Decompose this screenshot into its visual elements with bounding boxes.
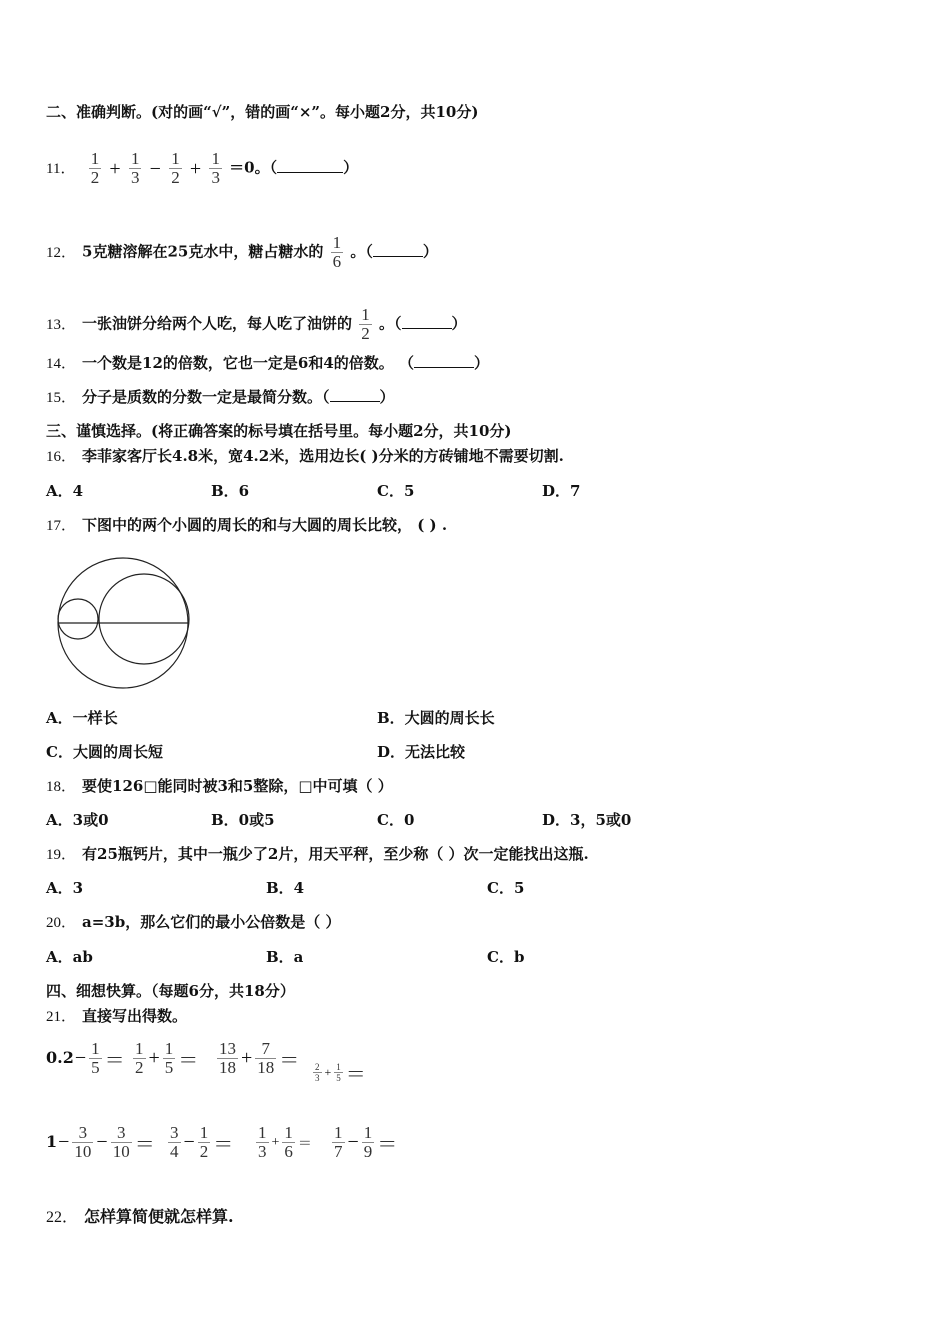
small-circle-right	[99, 574, 189, 664]
calc-expression: $\frac{2}{3}$ + $\frac{1}{5}$ ＝	[315, 1062, 366, 1086]
calc-expression: $\frac{13}{18}$ + $\frac{7}{18}$ ＝	[219, 1039, 300, 1077]
question-14	[46, 353, 489, 374]
question-number: 22．	[46, 1209, 79, 1226]
bracket-close: ）	[422, 242, 438, 261]
question-text: 下图中的两个小圆的周长的和与大圆的周长比较， ( ) .	[82, 516, 448, 534]
calc-expression: $\frac{1}{3}$ + $\frac{1}{6}$ ＝	[258, 1123, 312, 1161]
answer-blank[interactable]	[330, 389, 380, 402]
question-text: 一个数是12的倍数，它也一定是6和4的倍数。 （	[82, 354, 414, 372]
option-b[interactable]: B．a	[266, 948, 304, 966]
section-4-title: 四、细想快算。（每题6分，共18分）	[46, 982, 295, 1000]
section-2-title: 二、准确判断。(对的画“√”，错的画“×”。每小题2分，共10分)	[46, 103, 479, 121]
question-number: 18．	[46, 779, 77, 795]
question-number: 13．	[46, 316, 77, 333]
question-number: 14．	[46, 356, 77, 372]
question-20	[46, 912, 340, 933]
fraction: $\frac{1}{3}$	[130, 149, 140, 187]
option-c[interactable]: C．大圆的周长短	[46, 743, 163, 761]
option-b[interactable]: B．6	[211, 482, 250, 500]
calc-expression: $\frac{1}{7}$ − $\frac{1}{9}$ ＝	[334, 1123, 398, 1161]
answer-blank[interactable]	[402, 316, 452, 329]
small-circle-left	[58, 599, 98, 639]
question-number: 16．	[46, 449, 77, 465]
option-b[interactable]: B．0或5	[211, 811, 275, 829]
question-text: 直接写出得数。	[82, 1007, 188, 1025]
question-tail: 。（	[379, 314, 402, 333]
question-tail: 。（	[350, 242, 373, 261]
option-a[interactable]: A．一样长	[46, 709, 118, 727]
question-text: 要使126□能同时被3和5整除，□中可填（ ）	[82, 777, 393, 795]
question-number: 21．	[46, 1009, 77, 1025]
fraction: $\frac{1}{6}$	[332, 233, 342, 271]
operator: −	[149, 157, 161, 180]
fraction: $\frac{1}{2}$	[361, 305, 370, 343]
question-18	[46, 776, 393, 797]
option-d[interactable]: D．3，5或0	[542, 811, 632, 829]
bracket-close: ）	[343, 158, 359, 177]
option-a[interactable]: A．4	[46, 482, 84, 500]
question-number: 12．	[46, 244, 77, 261]
answer-blank[interactable]	[277, 160, 343, 173]
question-tail: ＝0。（	[229, 158, 278, 177]
option-c[interactable]: C．5	[487, 879, 525, 897]
option-d[interactable]: D．7	[542, 482, 581, 500]
answer-blank[interactable]	[414, 355, 474, 368]
option-a[interactable]: A．ab	[46, 948, 93, 966]
circles-figure	[54, 553, 194, 693]
question-16	[46, 446, 564, 467]
question-21	[46, 1006, 187, 1027]
question-number: 11．	[46, 160, 76, 177]
question-number: 19．	[46, 847, 77, 863]
fraction: $\frac{1}{2}$	[171, 149, 180, 187]
question-text: 5克糖溶解在25克水中，糖占糖水的	[82, 242, 324, 261]
option-b[interactable]: B．4	[266, 879, 305, 897]
bracket-close: ）	[474, 354, 490, 372]
question-text: a=3b，那么它们的最小公倍数是（ ）	[82, 913, 341, 931]
bracket-close: ）	[379, 388, 395, 406]
section-3-title: 三、谨慎选择。(将正确答案的标号填在括号里。每小题2分，共10分)	[46, 422, 512, 440]
question-13	[46, 306, 467, 343]
calc-expression: 0.2− $\frac{1}{5}$ ＝	[46, 1039, 125, 1077]
option-c[interactable]: C．b	[487, 948, 525, 966]
question-text: 有25瓶钙片，其中一瓶少了2片，用天平秤，至少称（ ）次一定能找出这瓶.	[82, 845, 589, 863]
question-22	[46, 1207, 234, 1228]
calc-expression: $\frac{3}{4}$ − $\frac{1}{2}$ ＝	[170, 1123, 234, 1161]
calc-expression: 1− $\frac{3}{10}$ − $\frac{3}{10}$ ＝	[46, 1123, 155, 1161]
option-a[interactable]: A．3	[46, 879, 84, 897]
question-number: 20．	[46, 915, 77, 931]
question-text: 分子是质数的分数一定是最简分数。（	[82, 388, 330, 406]
option-b[interactable]: B．大圆的周长长	[377, 709, 495, 727]
question-12	[46, 234, 438, 271]
fraction: $\frac{1}{3}$	[211, 149, 220, 187]
question-number: 15．	[46, 390, 77, 406]
question-text: 怎样算简便就怎样算.	[84, 1207, 234, 1226]
fraction: $\frac{1}{2}$	[90, 149, 100, 187]
answer-blank[interactable]	[373, 244, 423, 257]
question-17	[46, 515, 447, 536]
question-text: 李菲家客厅长4.8米，宽4.2米，选用边长( )分米的方砖铺地不需要切割.	[82, 447, 564, 465]
option-c[interactable]: C．5	[377, 482, 415, 500]
calc-expression: $\frac{1}{2}$ + $\frac{1}{5}$ ＝	[135, 1039, 199, 1077]
question-15	[46, 387, 395, 408]
bracket-close: ）	[451, 314, 467, 333]
operator: +	[189, 157, 202, 180]
question-number: 17．	[46, 518, 77, 534]
operator: +	[109, 157, 121, 180]
option-d[interactable]: D．无法比较	[377, 743, 466, 761]
option-a[interactable]: A．3或0	[46, 811, 109, 829]
question-text: 一张油饼分给两个人吃，每人吃了油饼的	[82, 314, 353, 333]
question-19	[46, 844, 589, 865]
option-c[interactable]: C．0	[377, 811, 415, 829]
question-11	[46, 150, 358, 187]
